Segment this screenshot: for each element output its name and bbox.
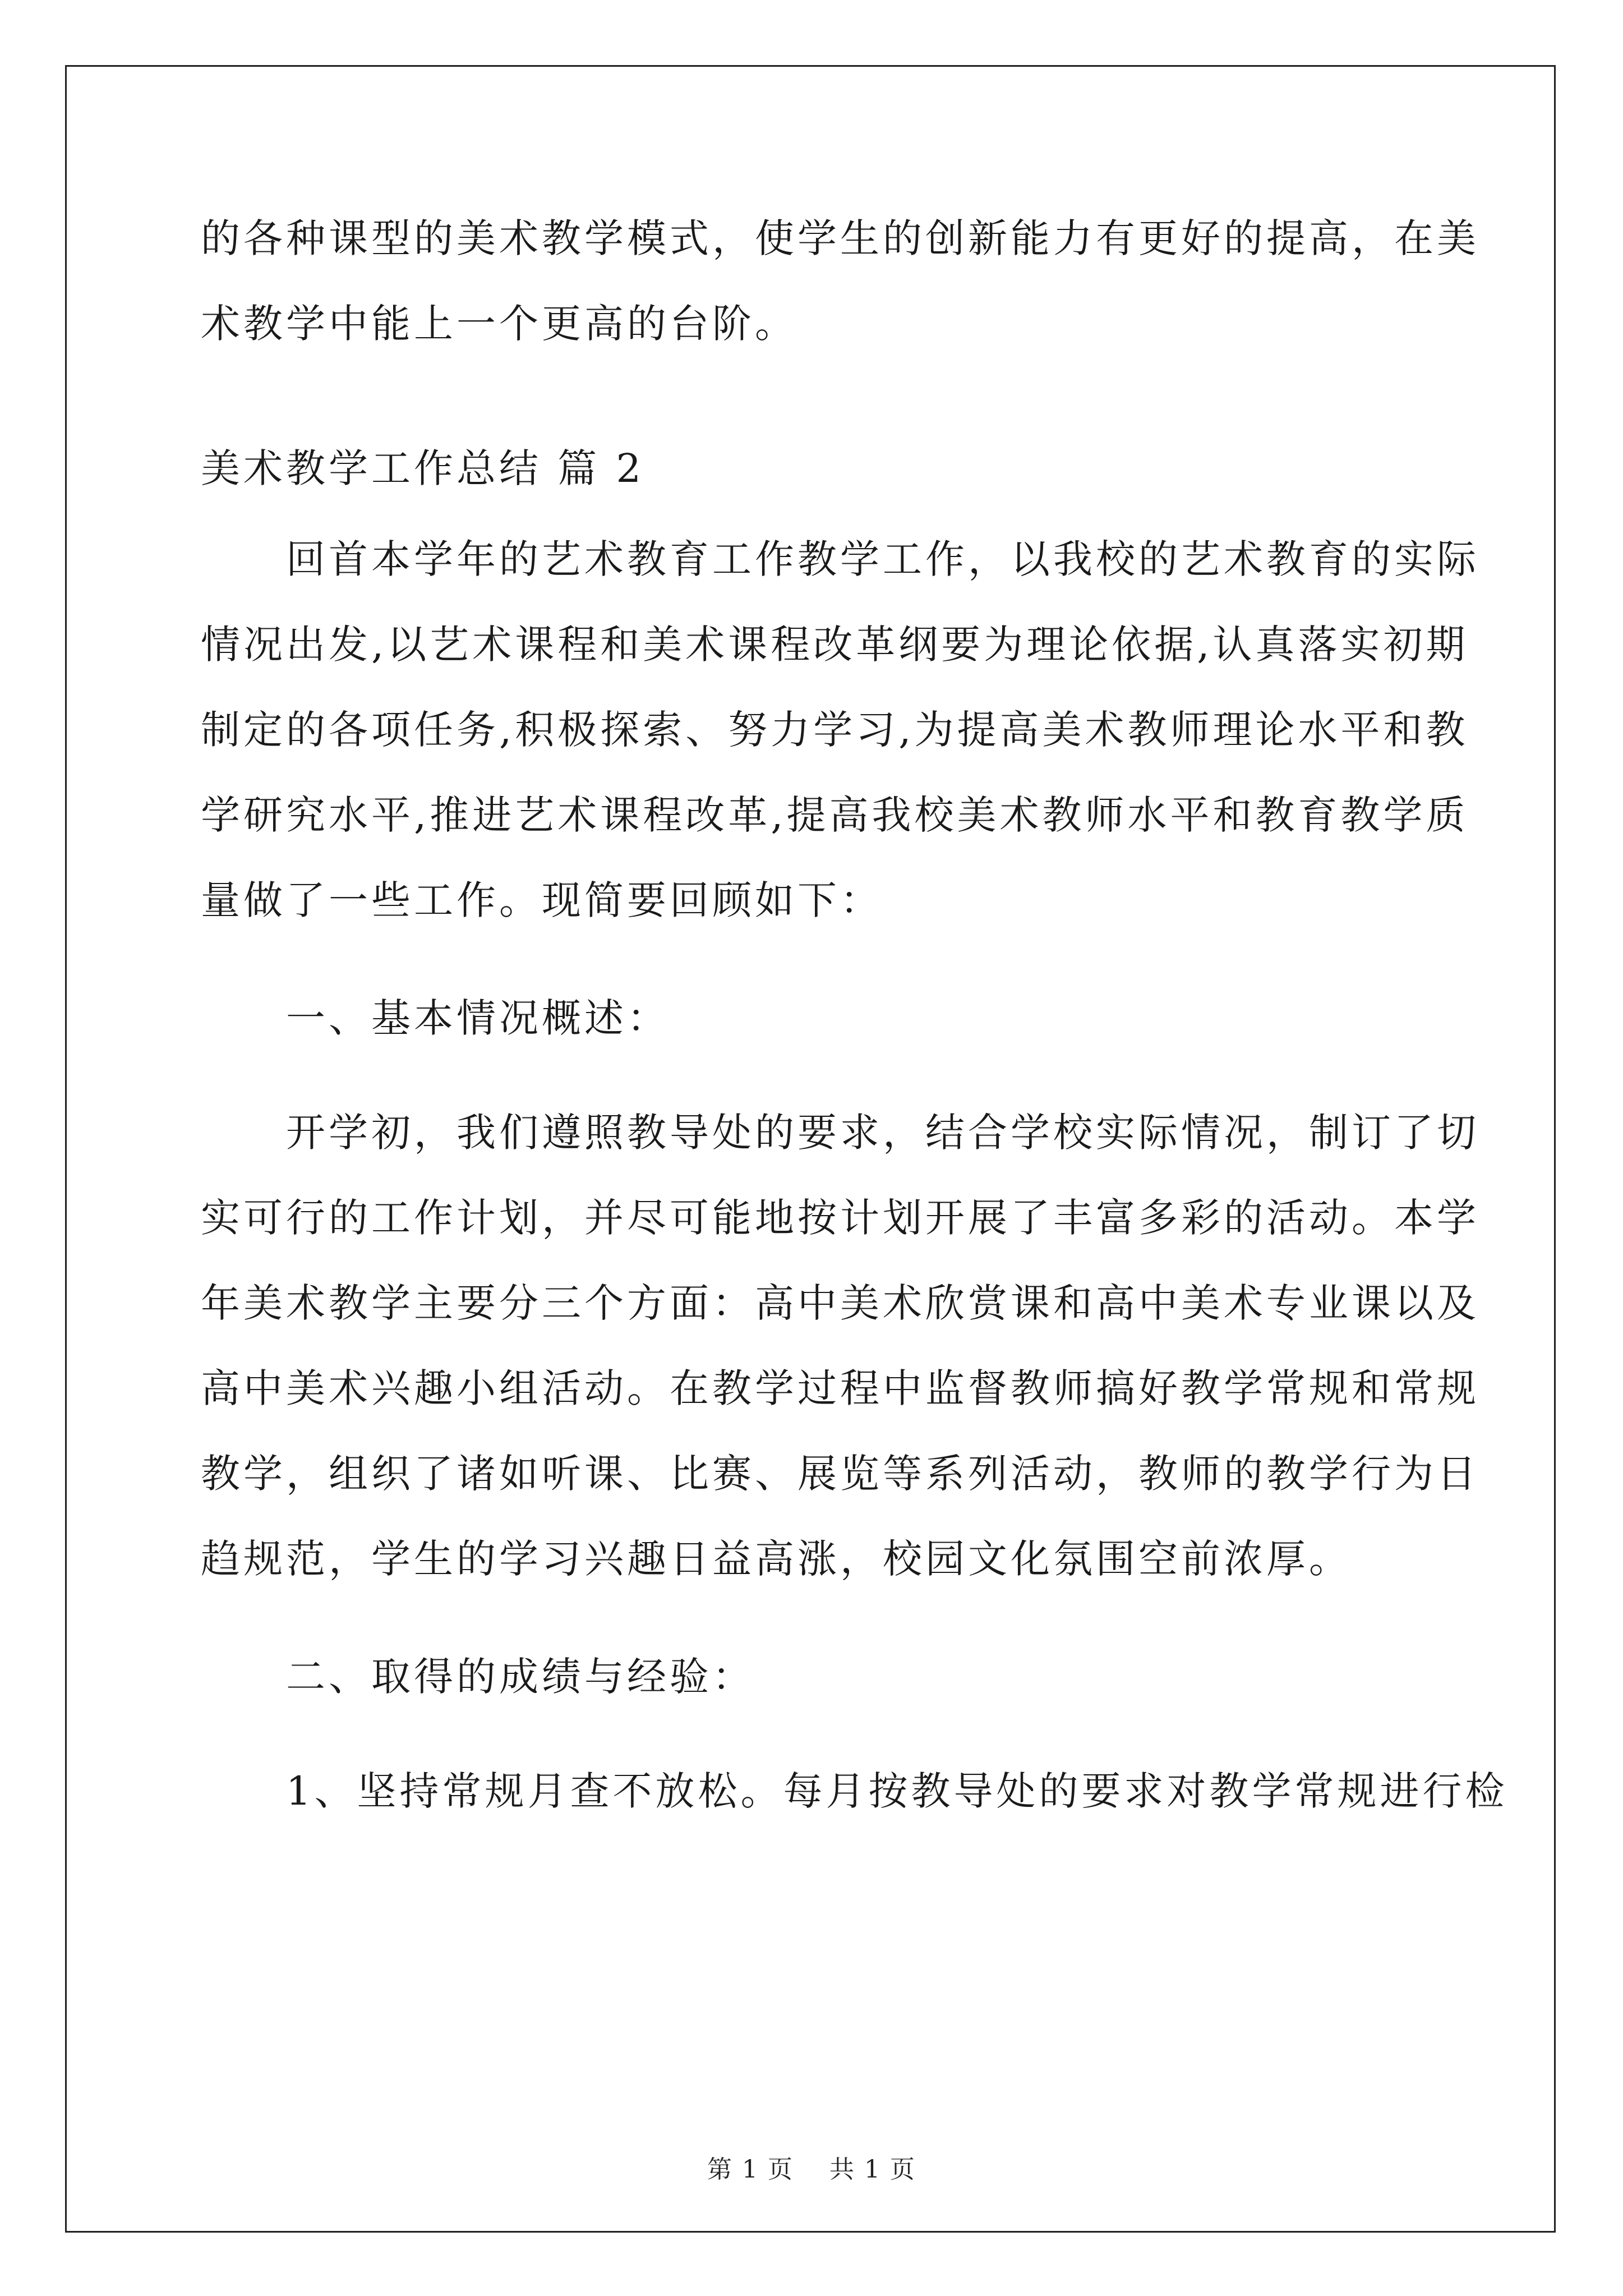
- text-line: 学研究水平,推进艺术课程改革,提高我校美术教师水平和教育教学质: [201, 792, 1469, 838]
- text-line: 开学初，我们遵照教导处的要求，结合学校实际情况，制订了切: [201, 1110, 1479, 1156]
- page-footer: [0, 2153, 1623, 2187]
- text-line: 教学，组织了诸如听课、比赛、展览等系列活动，教师的教学行为日: [201, 1451, 1479, 1497]
- text-line: 实可行的工作计划，并尽可能地按计划开展了丰富多彩的活动。本学: [201, 1195, 1479, 1241]
- text-line: 回首本学年的艺术教育工作教学工作，以我校的艺术教育的实际: [201, 536, 1479, 582]
- text-line: 趋规范，学生的学习兴趣日益高涨，校园文化氛围空前浓厚。: [201, 1536, 1352, 1582]
- page-number: 第 1 页 共 1 页: [707, 2155, 916, 2184]
- section-heading: 美术教学工作总结 篇 2: [201, 445, 645, 491]
- subsection-heading: 一、基本情况概述：: [201, 995, 670, 1041]
- subsection-heading: 二、取得的成绩与经验：: [201, 1654, 755, 1700]
- text-line: 高中美术兴趣小组活动。在教学过程中监督教师搞好教学常规和常规: [201, 1365, 1479, 1411]
- text-line: 制定的各项任务,积极探索、努力学习,为提高美术教师理论水平和教: [201, 707, 1469, 753]
- text-line: 的各种课型的美术教学模式，使学生的创新能力有更好的提高，在美: [201, 215, 1479, 261]
- text-line: 年美术教学主要分三个方面：高中美术欣赏课和高中美术专业课以及: [201, 1280, 1479, 1326]
- text-line: 情况出发,以艺术课程和美术课程改革纲要为理论依据,认真落实初期: [201, 622, 1469, 668]
- text-line: 1、坚持常规月查不放松。每月按教导处的要求对教学常规进行检: [201, 1768, 1508, 1814]
- text-line: 量做了一些工作。现简要回顾如下：: [201, 877, 883, 923]
- text-line: 术教学中能上一个更高的台阶。: [201, 301, 797, 347]
